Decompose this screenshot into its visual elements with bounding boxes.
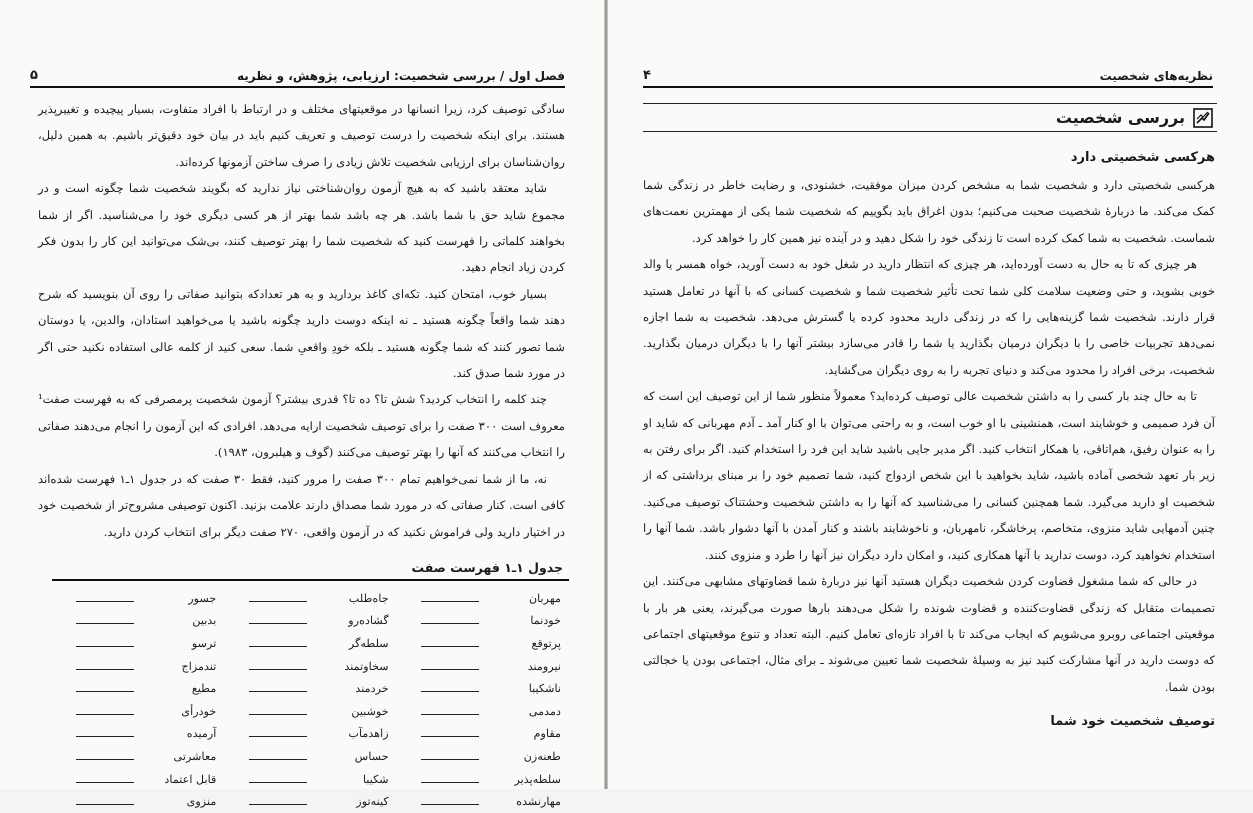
table-column — [397, 587, 569, 813]
section-heading-bar — [643, 103, 1217, 132]
left-body-text — [38, 96, 565, 545]
table-cell — [397, 677, 569, 700]
trait-word: جسور — [188, 591, 217, 605]
table-cell — [224, 790, 396, 813]
section-logo-icon — [1193, 108, 1213, 128]
left-page — [0, 0, 605, 809]
answer-blank[interactable] — [76, 601, 134, 602]
table-cell — [397, 655, 569, 678]
table-rule — [52, 579, 569, 581]
answer-blank[interactable] — [76, 759, 134, 760]
trait-table — [52, 560, 569, 813]
trait-word: جاه‌طلب — [348, 591, 389, 605]
trait-word: منزوی — [186, 795, 217, 809]
answer-blank[interactable] — [249, 623, 307, 624]
right-page — [608, 0, 1253, 789]
answer-blank[interactable] — [76, 782, 134, 783]
paragraph: هرکسی شخصیتی دارد و شخصیت شما به مشخص کردن میزان موفقیت، خشنودی، و رضایت خاطر در زندگی شما کمک می‌کند. ما دربارهٔ شخصیت صحبت می‌کنیم؛ بدون اغراق باید بگوییم که شخصیت شما یکی از مهمترین نعمت‌های شماست. شخصیت به شما کمک کرده است تا زندگی خود را شکل دهید و در آینده نیز همین کار را خواهد کرد. — [643, 178, 1215, 245]
table-cell — [224, 587, 396, 610]
trait-word: دمدمی — [528, 704, 561, 718]
table-cell — [52, 790, 224, 813]
trait-word: تندمزاج — [181, 659, 217, 673]
table-cell — [397, 768, 569, 791]
trait-word: خودنما — [530, 614, 561, 628]
answer-blank[interactable] — [249, 691, 307, 692]
table-column — [52, 587, 224, 813]
answer-blank[interactable] — [249, 759, 307, 760]
trait-word: ترسو — [191, 636, 217, 650]
trait-word: قابل اعتماد — [164, 772, 217, 786]
trait-word: حساس — [354, 749, 389, 763]
answer-blank[interactable] — [421, 623, 479, 624]
table-cell — [397, 587, 569, 610]
right-body-text — [643, 144, 1215, 736]
trait-word: خردمند — [355, 682, 389, 696]
subheading: هرکسی شخصیتی دارد — [1070, 150, 1215, 165]
table-cell — [224, 768, 396, 791]
table-cell — [52, 700, 224, 723]
answer-blank[interactable] — [421, 691, 479, 692]
trait-word: طعنه‌زن — [523, 749, 561, 763]
answer-blank[interactable] — [421, 782, 479, 783]
table-cell — [397, 745, 569, 768]
table-cell — [224, 610, 396, 633]
answer-blank[interactable] — [249, 646, 307, 647]
trait-word: سخاوتمند — [344, 659, 389, 673]
table-cell — [52, 745, 224, 768]
table-cell — [52, 632, 224, 655]
trait-word: کینه‌توز — [356, 795, 389, 809]
table-cell — [52, 677, 224, 700]
paragraph: سادگی توصیف کرد، زیرا انسانها در موقعیتهای مختلف و در ارتباط با افراد متفاوت، بسیار پیچیده و تغییرپذیر هستند. برای اینکه شخصیت را درست توصیف و تعریف کنیم باید در بیان خود دقیق‌تر باشیم. به همین دلیل، روان‌شناسان برای ارزیابی شخصیت تلاش زیادی را صرف ساختن آزمونها کرده‌اند. — [38, 102, 565, 169]
trait-word: مهارنشده — [516, 795, 561, 809]
answer-blank[interactable] — [421, 714, 479, 715]
answer-blank[interactable] — [249, 714, 307, 715]
paragraph: در حالی که شما مشغول قضاوت کردن شخصیت دیگران هستید آنها نیز دربارهٔ شما قضاوتهای مشابهی می‌کنند. این تصمیمات متقابل که زندگی قضاوت‌کننده و قضاوت شونده را شکل می‌دهند بارها صورت می‌گیرند، یعنی هر بار با موقعیتی اجتماعی روبرو می‌شویم که ایجاب می‌کند تا با افراد تازه‌ای تعامل کنیم. البته تعداد و تنوع موقعیتهای اجتماعی که دوست دارید در آنها مشارکت کنید نیز به وسیلهٔ شخصیت شما تعیین می‌شوند ـ برای مثال، اجتماعی بودن یا خجالتی بودن شما. — [643, 574, 1215, 694]
table-cell — [224, 677, 396, 700]
paragraph: شاید معتقد باشید که به هیچ آزمون روان‌شناختی نیاز ندارید که بگویند شخصیت شما چگونه است و در مجموع شاید حق با شما باشد. هر چه باشد شما بهتر از هر کسی دیگری خود را می‌شناسید. اگر از شما بخواهند کلماتی را فهرست کنید که شخصیت شما را بهتر توصیف کنند، بی‌شک می‌توانید این کار را بدون فکر کردن زیاد انجام دهید. — [38, 181, 565, 275]
answer-blank[interactable] — [421, 804, 479, 805]
answer-blank[interactable] — [249, 736, 307, 737]
trait-word: معاشرتی — [173, 749, 217, 763]
table-cell — [397, 723, 569, 746]
right-header-title: نظریه‌های شخصیت — [1099, 69, 1213, 83]
right-page-header — [643, 64, 1213, 88]
paragraph: بسیار خوب، امتحان کنید. تکه‌ای کاغذ بردارید و به هر تعدادکه بتوانید صفاتی را روی آن بنویسید که شرح دهند شما واقعاً چگونه هستید ـ نه اینکه دوست دارید چگونه باشید یا می‌خواهید استادان، والدین، یا دوستان شما تصور کنند که شما چگونه هستید ـ بلکه خودِ واقعیِ شما. سعی کنید از کلمه عالی استفاده نکنید حتی اگر در مورد شما صدق کند. — [38, 286, 565, 381]
trait-word: زاهدمآب — [348, 727, 389, 741]
trait-word: مقاوم — [533, 727, 561, 741]
answer-blank[interactable] — [76, 669, 134, 670]
left-page-header — [30, 64, 565, 88]
table-cell — [224, 723, 396, 746]
paragraph: هر چیزی که تا به حال به دست آورده‌اید، هر چیزی که انتظار دارید در شغل خود به دست آورید، خواه همسر یا والد خوبی بشوید، و حتی وضعیت سلامت کلی شما تحت تأثیر شخصیت شما و شخصیت کسانی که با آنها در تعامل هستید قرار دارند. شخصیت شما گزینه‌هایی را که در زندگی دارید محدود کرده یا گسترش می‌دهد. شخصیت به شما اجازه نمی‌دهد تجربیات خاصی را با دیگران درمیان بگذارید یا شما را قادر می‌سازد بیشتر آنها را با دیگران درمیان بگذارید. شخصیت، برخی افراد را محدود می‌کند و دنیای تجربه را به روی دیگران می‌گشاید. — [643, 257, 1215, 377]
answer-blank[interactable] — [76, 646, 134, 647]
table-cell — [52, 587, 224, 610]
table-caption: جدول ۱ـ۱ فهرست صفت — [411, 560, 563, 575]
trait-word: پرتوقع — [531, 636, 561, 650]
table-cell — [224, 655, 396, 678]
table-cell — [224, 700, 396, 723]
trait-word: خوشبین — [351, 704, 389, 718]
trait-word: سلطه‌پذیر — [514, 772, 561, 786]
table-grid — [52, 587, 569, 813]
trait-word: مطیع — [191, 682, 217, 696]
left-header-title: فصل اول / بررسی شخصیت: ارزیابی، پژوهش، و نظریه — [237, 69, 565, 83]
paragraph: چند کلمه را انتخاب کردید؟ شش تا؟ ده تا؟ قدری بیشتر؟ آزمون شخصیت پرمصرفی که به فهرست صفت¹ معروف است ۳۰۰ صفت را برای توصیف شخصیت ارایه می‌دهد. افرادی که این آزمون را انجام می‌دهند صفاتی را انتخاب می‌کنند که آنها را بهتر توصیف می‌کنند (گوف و هیلبرون، ۱۹۸۳). — [38, 392, 565, 460]
table-cell — [224, 632, 396, 655]
trait-word: بدبین — [192, 614, 217, 628]
trait-word: نیرومند — [527, 659, 561, 673]
paragraph: تا به حال چند بار کسی را به داشتن شخصیت عالی توصیف کرده‌اید؟ معمولاً منظور شما از این توصیف این است که آن فرد صمیمی و خوشایند است، همنشینی با او خوب است، و به راحتی می‌توان با او کنار آمد ـ آدم مهربانی که شاید او را به عنوان رفیق، هم‌اتاقی، یا همکار انتخاب کنید. اگر مدیر جایی باشید شاید این فرد را استخدام کنید. اگر برای رفتن به زیر بار تعهد شخصی آماده باشید، شاید بخواهید با این شخص ازدواج کنید، شما تصمیم خود را بر مبنای برداشتی که از شخصیت او دارید می‌گیرد. شما همچنین کسانی را می‌شناسید که آنها را به داشتن شخصیت وحشتناک توصیف می‌کنید. چنین آدمهایی شاید منزوی، متخاصم، پرخاشگر، نامهربان، و ناخوشایند باشند و کنار آمدن با آنها دشوار باشد. شما آنها را استخدام نخواهید کرد، دوست ندارید با آنها همکاری کنید، و امکان دارد دیگران نیز آنها را طرد و منزوی کنند. — [643, 389, 1215, 562]
trait-word: گشاده‌رو — [348, 614, 389, 628]
table-cell — [52, 655, 224, 678]
answer-blank[interactable] — [421, 646, 479, 647]
answer-blank[interactable] — [76, 623, 134, 624]
table-cell — [397, 632, 569, 655]
answer-blank[interactable] — [76, 804, 134, 805]
section-title: بررسی شخصیت — [1055, 108, 1185, 127]
answer-blank[interactable] — [249, 601, 307, 602]
answer-blank[interactable] — [421, 736, 479, 737]
answer-blank[interactable] — [421, 669, 479, 670]
answer-blank[interactable] — [76, 691, 134, 692]
table-cell — [52, 610, 224, 633]
table-column — [224, 587, 396, 813]
trait-word: شکیبا — [362, 772, 389, 786]
trait-word: مهربان — [528, 591, 561, 605]
trait-word: خودرأی — [181, 704, 217, 718]
answer-blank[interactable] — [421, 601, 479, 602]
left-page-number: ۵ — [30, 68, 38, 83]
subheading: توصیف شخصیت خود شما — [1050, 714, 1215, 730]
answer-blank[interactable] — [76, 714, 134, 715]
answer-blank[interactable] — [421, 759, 479, 760]
table-cell — [224, 745, 396, 768]
table-cell — [397, 700, 569, 723]
paragraph: نه، ما از شما نمی‌خواهیم تمام ۳۰۰ صفت را مرور کنید، فقط ۳۰ صفت که در جدول ۱ـ۱ فهرست شده‌اند کافی است. کنار صفاتی که در مورد شما مصداق دارند علامت بزنید. اکنون توصیفی مشروح‌تر از شخصیت خود در اختیار دارید ولی فراموش نکنید که در آزمون واقعی، ۲۷۰ صفت دیگر برای انتخاب کردن دارید. — [38, 471, 565, 539]
answer-blank[interactable] — [249, 804, 307, 805]
answer-blank[interactable] — [76, 736, 134, 737]
answer-blank[interactable] — [249, 782, 307, 783]
table-cell — [397, 790, 569, 813]
table-cell — [52, 723, 224, 746]
trait-word: ناشکیبا — [528, 682, 561, 696]
table-cell — [52, 768, 224, 791]
trait-word: سلطه‌گر — [348, 636, 389, 650]
right-page-number: ۴ — [643, 68, 651, 83]
answer-blank[interactable] — [249, 669, 307, 670]
trait-word: آرمیده — [186, 727, 217, 741]
table-cell — [397, 610, 569, 633]
